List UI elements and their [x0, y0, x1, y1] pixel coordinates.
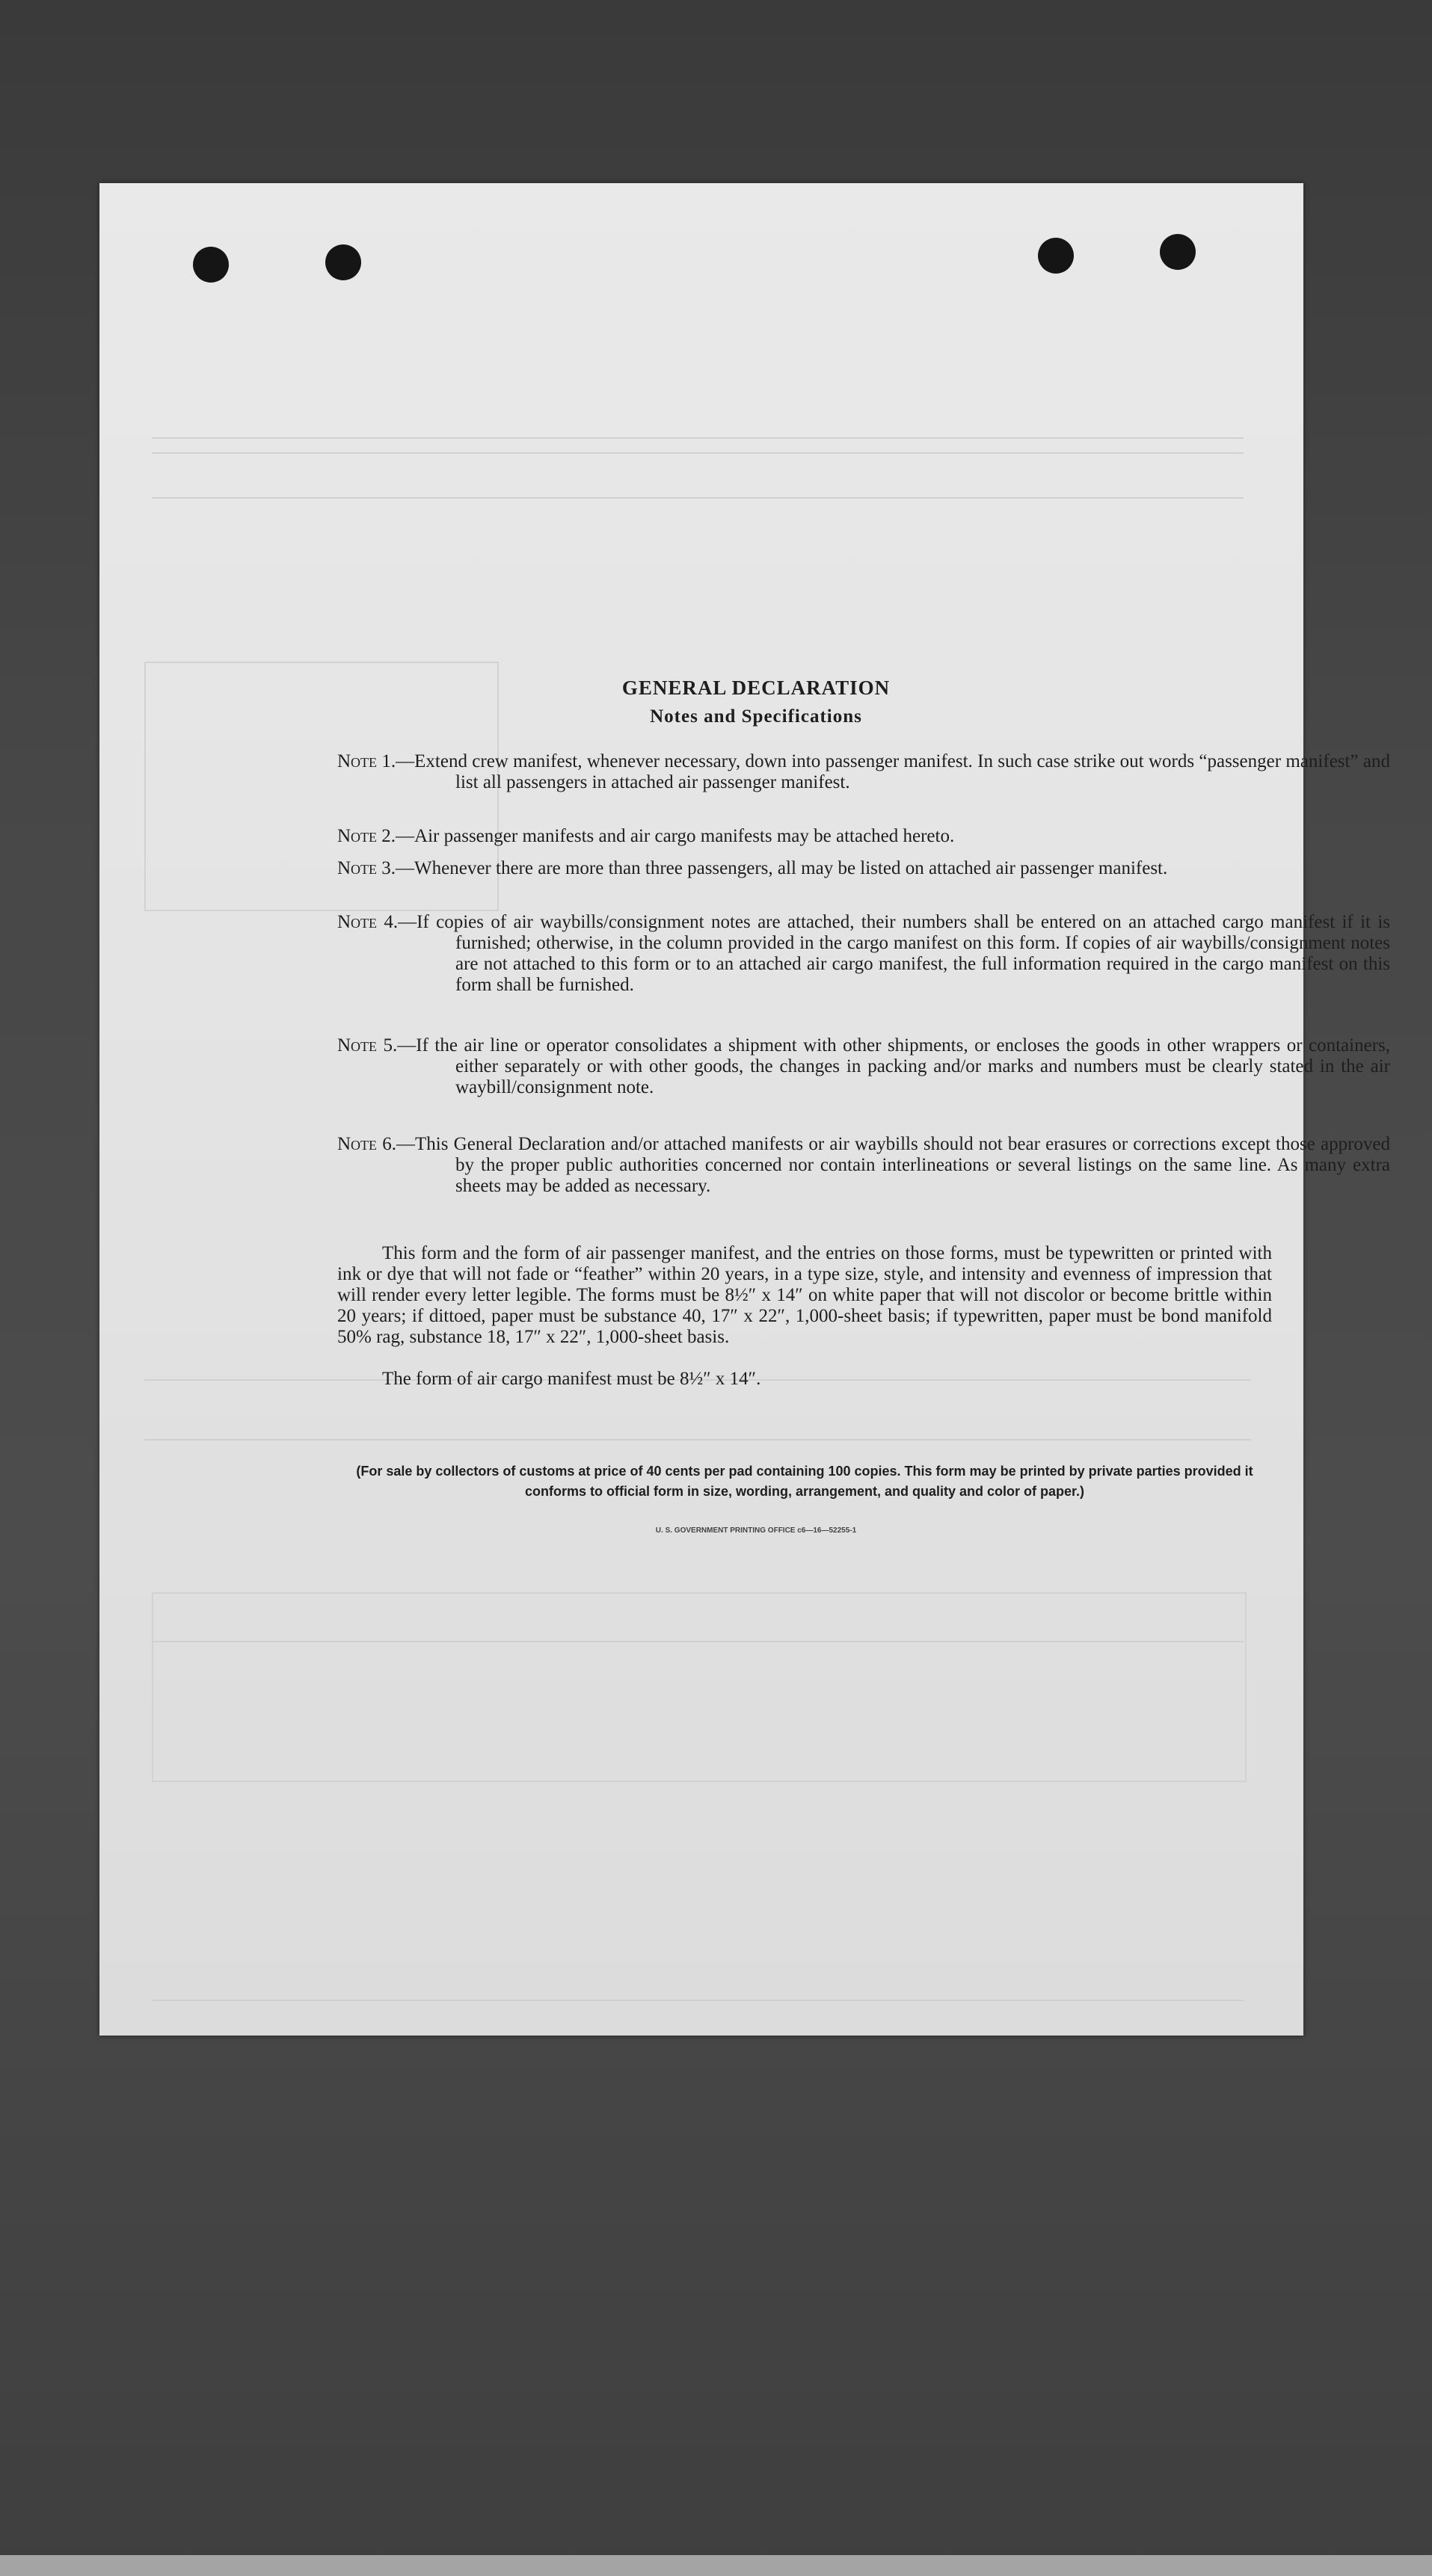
note-label: Note 3. — [337, 858, 396, 878]
note-label: Note 1. — [337, 751, 396, 771]
note-text: Extend crew manifest, whenever necessary, down into passenger manifest. In such case strike out words “passenger manifest” and list all passengers in attached air passenger manifest. — [414, 751, 1390, 792]
punch-hole-2 — [325, 244, 361, 280]
sale-notice: (For sale by collectors of customs at price of 40 cents per pad containing 100 copies. This form may be printed by private parties provided it conforms to official form in size, wording, arrangement, and quality and color of paper.) — [356, 1464, 1253, 1499]
printer-line: U. S. GOVERNMENT PRINTING OFFICE c6—16—52255-1 — [655, 1526, 857, 1535]
punch-hole-4 — [1160, 234, 1196, 270]
note-text: If the air line or operator consolidates a shipment with other shipments, or encloses the goods in other wrappers or containers, either separately or with other goods, the changes in packing and/or marks and numbers must be clearly stated in the air waybill/consignment note. — [416, 1035, 1390, 1097]
note-4: Note 4.—If copies of air waybills/consignment notes are attached, their numbers shall be entered on an attached cargo manifest if it is furnished; otherwise, in the column provided in the cargo manifest on this form. If copies of air waybills/consignment notes are not attached to this form or to an attached air cargo manifest, the full information required in the cargo manifest on this form shall be furnished. — [337, 912, 1390, 995]
punch-hole-1 — [193, 247, 229, 283]
note-text: This General Declaration and/or attached manifests or air waybills should not bear erasures or corrections except those approved by the proper public authorities concerned nor contain interlineations or several listings on the same line. As many extra sheets may be added as necessary. — [415, 1134, 1390, 1196]
cargo-manifest-size-paragraph: The form of air cargo manifest must be 8½″ x 14″. — [382, 1369, 761, 1389]
page-title: GENERAL DECLARATION — [621, 677, 891, 699]
note-6: Note 6.—This General Declaration and/or attached manifests or air waybills should not bear erasures or corrections except those approved by the proper public authorities concerned nor contain interlineations or several listings on the same line. As many extra sheets may be added as necessary. — [337, 1134, 1390, 1196]
note-1: Note 1.—Extend crew manifest, whenever necessary, down into passenger manifest. In such case strike out words “passenger manifest” and list all passengers in attached air passenger manifest. — [337, 751, 1390, 792]
show-through-box — [152, 1592, 1247, 1782]
show-through-line — [144, 1439, 1251, 1440]
specification-paragraph: This form and the form of air passenger manifest, and the entries on those forms, must be typewritten or printed with ink or dye that will not fade or “feather” within 20 years, in a type size, style, and intensity and evenness of impression that will render every letter legible. The forms must be 8½″ x 14″ on white paper that will not discolor or become brittle within 20 years; if dittoed, paper must be substance 40, 17″ x 22″, 1,000-sheet basis; if typewritten, paper must be bond manifold 50% rag, substance 18, 17″ x 22″, 1,000-sheet basis. — [337, 1243, 1272, 1347]
note-label: Note 5. — [337, 1035, 398, 1056]
show-through-line — [152, 497, 1244, 499]
punch-hole-3 — [1038, 238, 1074, 274]
note-label: Note 6. — [337, 1134, 397, 1154]
note-text: Whenever there are more than three passengers, all may be listed on attached air passenger manifest. — [414, 858, 1168, 878]
show-through-line — [152, 1641, 1244, 1642]
show-through-line — [152, 2000, 1244, 2001]
note-label: Note 4. — [337, 912, 399, 932]
note-3: Note 3.—Whenever there are more than three passengers, all may be listed on attached air passenger manifest. — [337, 858, 1168, 878]
page-subtitle: Notes and Specifications — [650, 706, 862, 727]
document-page — [99, 183, 1390, 2036]
note-2: Note 2.—Air passenger manifests and air cargo manifests may be attached hereto. — [337, 826, 955, 846]
show-through-line — [152, 452, 1244, 454]
note-5: Note 5.—If the air line or operator consolidates a shipment with other shipments, or encloses the goods in other wrappers or containers, either separately or with other goods, the changes in packing and/or marks and numbers must be clearly stated in the air waybill/consignment note. — [337, 1035, 1390, 1097]
scanner-edge — [0, 2555, 1432, 2576]
show-through-line — [152, 437, 1244, 439]
note-label: Note 2. — [337, 826, 396, 846]
note-text: If copies of air waybills/consignment notes are attached, their numbers shall be entered on an attached cargo manifest if it is furnished; otherwise, in the column provided in the cargo manifest on this form. If copies of air waybills/consignment notes are not attached to this form or to an attached air cargo manifest, the full information required in the cargo manifest on this form shall be furnished. — [417, 912, 1390, 995]
note-text: Air passenger manifests and air cargo manifests may be attached hereto. — [414, 826, 955, 846]
